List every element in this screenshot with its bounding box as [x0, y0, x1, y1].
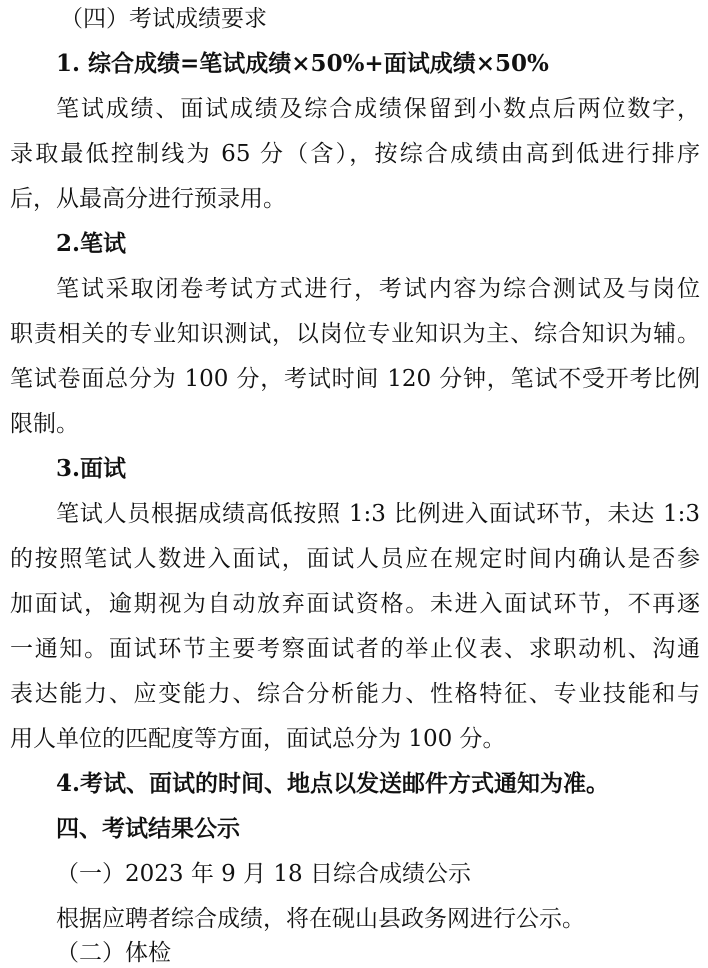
item2-body-line: 笔试采取闭卷考试方式进行，考试内容为综合测试及与岗位 [56, 276, 700, 302]
section-four-heading: 四、考试结果公示 [56, 815, 240, 842]
section-sub-heading-exam-score-requirements: （四）考试成绩要求 [60, 6, 267, 32]
item4-heading: 4.考试、面试的时间、地点以发送邮件方式通知为准。 [56, 770, 610, 797]
sub1-body: 根据应聘者综合成绩，将在砚山县政务网进行公示。 [56, 906, 585, 932]
item3-body-line: 一通知。面试环节主要考察面试者的举止仪表、求职动机、沟通 [10, 636, 700, 662]
item3-body-line: 用人单位的匹配度等方面，面试总分为 100 分。 [10, 726, 506, 752]
item2-body-line: 笔试卷面总分为 100 分，考试时间 120 分钟，笔试不受开考比例 [10, 366, 700, 392]
sub2-heading: （二）体检 [56, 940, 171, 966]
sub1-heading: （一）2023 年 9 月 18 日综合成绩公示 [56, 861, 471, 887]
item3-body-line: 表达能力、应变能力、综合分析能力、性格特征、专业技能和与 [10, 681, 700, 707]
item2-heading: 2.笔试 [56, 230, 127, 257]
item3-heading: 3.面试 [56, 455, 127, 482]
item2-body-line: 职责相关的专业知识测试，以岗位专业知识为主、综合知识为辅。 [10, 321, 700, 347]
item1-body-line: 录取最低控制线为 65 分（含），按综合成绩由高到低进行排序 [10, 141, 700, 167]
item2-body-line: 限制。 [10, 411, 79, 437]
item1-body-line: 后，从最高分进行预录用。 [10, 186, 286, 212]
item1-body-line: 笔试成绩、面试成绩及综合成绩保留到小数点后两位数字， [56, 96, 700, 122]
item3-body-line: 笔试人员根据成绩高低按照 1:3 比例进入面试环节，未达 1:3 [56, 501, 700, 527]
item1-heading: 1. 综合成绩=笔试成绩×50%+面试成绩×50% [56, 50, 549, 77]
item3-body-line: 加面试，逾期视为自动放弃面试资格。未进入面试环节，不再逐 [10, 591, 700, 617]
item3-body-line: 的按照笔试人数进入面试，面试人员应在规定时间内确认是否参 [10, 546, 700, 572]
